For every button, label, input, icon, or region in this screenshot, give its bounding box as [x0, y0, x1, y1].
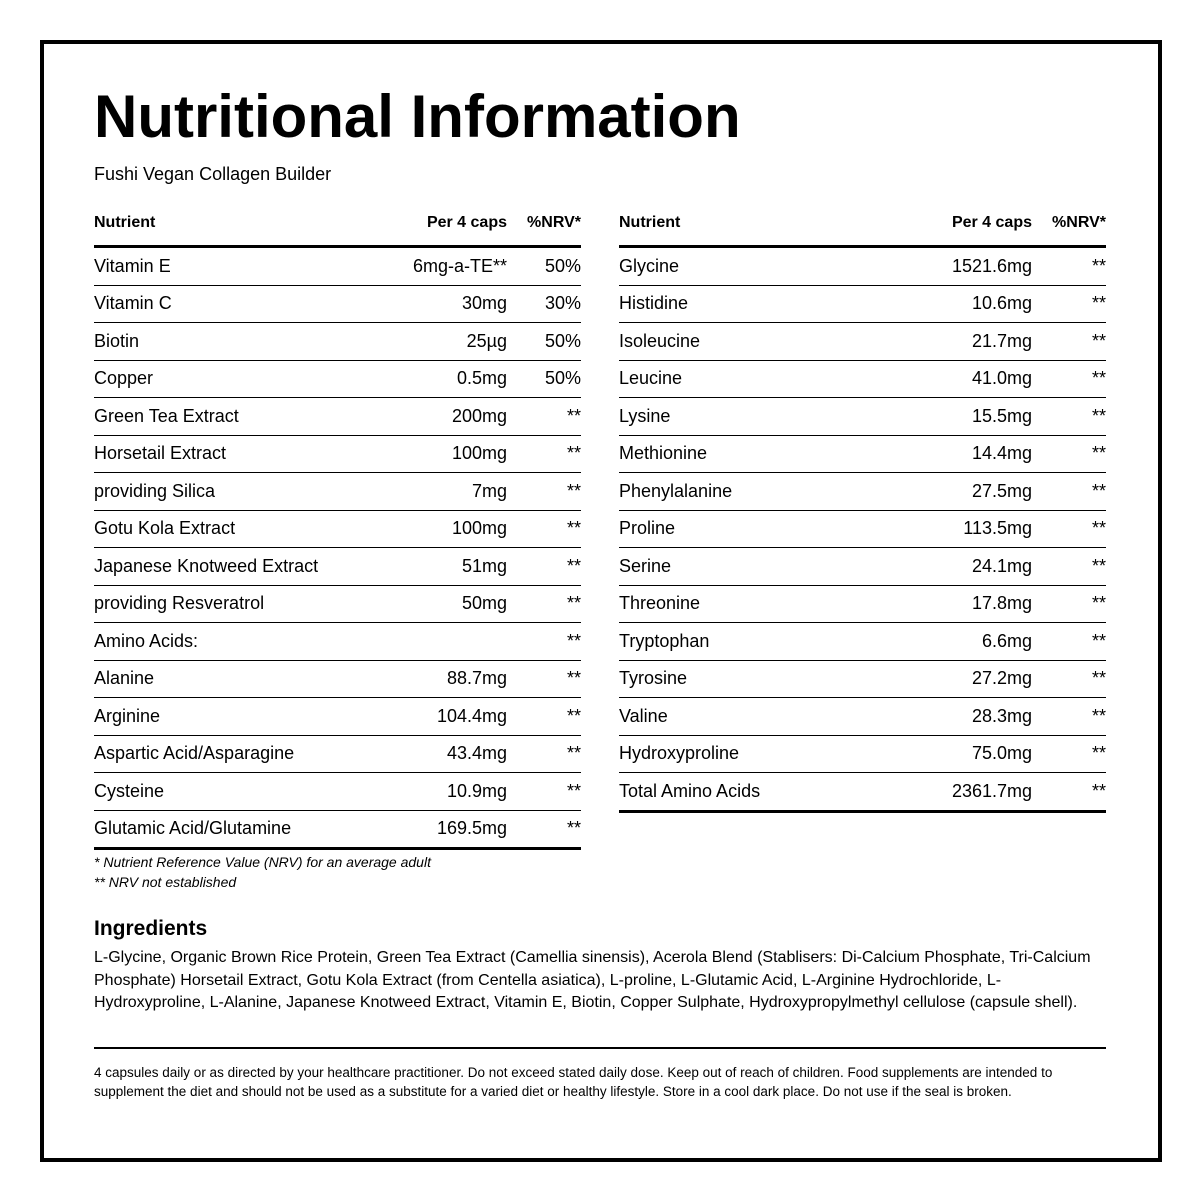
nutrient-nrv: **: [1091, 555, 1106, 576]
nutrient-amount: 100mg: [451, 443, 507, 464]
nutrient-nrv: **: [1091, 405, 1106, 426]
nutrient-amount: 200mg: [451, 405, 507, 426]
nutrient-nrv: **: [566, 705, 581, 726]
nutrient-nrv: **: [1091, 705, 1106, 726]
nutrient-amount: 10.6mg: [971, 293, 1032, 314]
table-row: [94, 286, 581, 324]
nutrient-amount: 169.5mg: [436, 818, 507, 839]
table-row: [619, 661, 1106, 699]
table-row: [94, 323, 581, 361]
nutrient-amount: 113.5mg: [963, 518, 1032, 539]
nutrient-amount: 6mg-a-TE**: [412, 255, 507, 276]
nutrient-name: Valine: [619, 705, 668, 726]
nutrient-nrv: **: [1091, 330, 1106, 351]
nutrient-nrv: **: [1091, 443, 1106, 464]
nutrient-name: Vitamin E: [94, 255, 171, 276]
table-row: [619, 473, 1106, 511]
table-row: [94, 623, 581, 661]
nutrient-name: Arginine: [94, 705, 161, 726]
nutrient-amount: 24.1mg: [971, 555, 1032, 576]
nutrient-amount: 100mg: [451, 518, 507, 539]
nutrient-amount: 27.2mg: [971, 668, 1032, 689]
header-nutrient: Nutrient: [94, 214, 156, 231]
directions-text: 4 capsules daily or as directed by your healthcare practitioner. Do not exceed stated daily dose. Keep out of reach of children. Food supplements are intended to supplement the diet and should not be used as a substitute for a varied diet or healthy lifestyle. Store in a cool dark place. Do not use if the seal is broken.: [94, 1065, 1053, 1099]
ingredients-text: L-Glycine, Organic Brown Rice Protein, Green Tea Extract (Camellia sinensis), Acerola Blend (Stablisers: Di-Calcium Phosphate, Tri-Calcium Phosphate) Horsetail Extract, Gotu Kola Extract (from Centella asiatica), L-proline, L-Glutamic Acid, L-Arginine Hydrochloride, L-Hydroxyproline, L-Alanine, Japanese Knotweed Extract, Vitamin E, Biotin, Copper Sulphate, Hydroxypropylmethyl cellulose (capsule shell).: [94, 949, 1091, 1011]
nutrient-name: providing Resveratrol: [94, 593, 265, 614]
nutrient-nrv: **: [1091, 518, 1106, 539]
nutrient-nrv: **: [1091, 293, 1106, 314]
nutrient-amount: 2361.7mg: [951, 780, 1032, 801]
nutrient-nrv: **: [566, 443, 581, 464]
nutrient-nrv: **: [1091, 593, 1106, 614]
nutrient-amount: 28.3mg: [971, 705, 1032, 726]
table-body: [94, 248, 581, 850]
nutrient-name: Lysine: [619, 405, 671, 426]
nutrient-amount: 25µg: [466, 330, 507, 351]
table-row: [94, 398, 581, 436]
nutrient-amount: 14.4mg: [971, 443, 1032, 464]
nutrient-amount: 51mg: [461, 555, 507, 576]
table-row: [619, 436, 1106, 474]
table-body: [619, 248, 1106, 813]
table-row: [94, 698, 581, 736]
table-row: [94, 473, 581, 511]
nutrient-name: Amino Acids:: [94, 630, 199, 651]
table-row: [94, 248, 581, 286]
nutrient-nrv: **: [1091, 255, 1106, 276]
nutrient-amount: 21.7mg: [971, 330, 1032, 351]
table-row: [619, 623, 1106, 661]
nutrient-nrv: **: [566, 780, 581, 801]
nutrient-nrv: **: [566, 743, 581, 764]
table-row: [619, 511, 1106, 549]
nutrient-amount: 104.4mg: [436, 705, 507, 726]
table-row: [94, 736, 581, 774]
nutrient-name: Threonine: [619, 593, 701, 614]
table-row: [619, 586, 1106, 624]
nutrition-table-left: [94, 212, 581, 850]
nutrient-nrv: **: [566, 480, 581, 501]
nutrient-nrv: **: [1091, 630, 1106, 651]
nutrient-nrv: **: [566, 555, 581, 576]
nutrient-amount: 10.9mg: [446, 780, 507, 801]
nutrient-name: Japanese Knotweed Extract: [94, 555, 319, 576]
nutrient-nrv: 50%: [544, 330, 581, 351]
header-nrv: %NRV*: [1052, 214, 1106, 231]
nutrient-name: Phenylalanine: [619, 480, 733, 501]
table-row: [619, 736, 1106, 774]
nutrient-nrv: **: [566, 593, 581, 614]
table-row: [619, 548, 1106, 586]
table-row: [94, 361, 581, 399]
nutrient-amount: 88.7mg: [446, 668, 507, 689]
nutrient-name: Glycine: [619, 255, 680, 276]
nutrient-nrv: 50%: [544, 255, 581, 276]
ingredients-heading: Ingredients: [94, 917, 208, 940]
nutrient-name: Leucine: [619, 368, 683, 389]
nutrient-amount: 30mg: [461, 293, 507, 314]
table-row: [94, 436, 581, 474]
nutrient-name: Aspartic Acid/Asparagine: [94, 743, 295, 764]
table-header: [619, 212, 1106, 248]
header-nrv: %NRV*: [527, 214, 581, 231]
table-row: [619, 323, 1106, 361]
nutrient-amount: 6.6mg: [981, 630, 1032, 651]
footer-divider: [94, 1047, 1106, 1049]
nutrient-name: providing Silica: [94, 480, 216, 501]
header-nutrient: Nutrient: [619, 214, 681, 231]
nutrient-name: Vitamin C: [94, 293, 172, 314]
table-row: [94, 661, 581, 699]
nutrient-name: Histidine: [619, 293, 689, 314]
page-title: Nutritional Information: [94, 83, 741, 150]
nutrient-name: Glutamic Acid/Glutamine: [94, 818, 292, 839]
nutrient-name: Methionine: [619, 443, 708, 464]
table-row: [94, 548, 581, 586]
nutrient-name: Isoleucine: [619, 330, 701, 351]
nutrient-amount: 15.5mg: [971, 405, 1032, 426]
nutrient-name: Alanine: [94, 668, 155, 689]
nutrient-name: Tyrosine: [619, 668, 688, 689]
table-footnotes: [94, 852, 431, 892]
nutrient-name: Gotu Kola Extract: [94, 518, 236, 539]
nutrient-amount: 0.5mg: [456, 368, 507, 389]
nutrient-name: Proline: [619, 518, 676, 539]
nutrient-name: Biotin: [94, 330, 140, 351]
nutrient-name: Horsetail Extract: [94, 443, 227, 464]
table-row: [619, 286, 1106, 324]
nutrient-amount: 7mg: [471, 480, 507, 501]
nutrition-label: [94, 83, 1106, 1099]
nutrient-name: Serine: [619, 555, 672, 576]
table-row: [619, 361, 1106, 399]
product-name: Fushi Vegan Collagen Builder: [94, 164, 332, 184]
header-amount: Per 4 caps: [426, 214, 507, 231]
nutrient-nrv: **: [1091, 480, 1106, 501]
nutrient-amount: 27.5mg: [971, 480, 1032, 501]
nutrient-nrv: **: [566, 818, 581, 839]
nutrient-amount: 75.0mg: [971, 743, 1032, 764]
footnote-not-established: ** NRV not established: [94, 874, 237, 890]
nutrient-name: Hydroxyproline: [619, 743, 740, 764]
nutrient-nrv: **: [1091, 743, 1106, 764]
footnote-nrv: * Nutrient Reference Value (NRV) for an average adult: [94, 854, 431, 870]
table-row: [94, 773, 581, 811]
table-row: [619, 773, 1106, 813]
nutrient-amount: 1521.6mg: [951, 255, 1032, 276]
table-row: [94, 811, 581, 851]
nutrient-nrv: **: [1091, 368, 1106, 389]
nutrient-name: Cysteine: [94, 780, 165, 801]
table-row: [619, 698, 1106, 736]
nutrient-amount: 41.0mg: [971, 368, 1032, 389]
nutrient-name: Green Tea Extract: [94, 405, 239, 426]
nutrient-nrv: **: [566, 518, 581, 539]
nutrient-nrv: 30%: [544, 293, 581, 314]
nutrition-table-right: [619, 212, 1106, 813]
table-row: [94, 586, 581, 624]
nutrient-nrv: **: [566, 630, 581, 651]
table-header: [94, 212, 581, 248]
nutrient-nrv: **: [566, 405, 581, 426]
table-row: [94, 511, 581, 549]
nutrient-amount: 50mg: [461, 593, 507, 614]
header-amount: Per 4 caps: [951, 214, 1032, 231]
nutrient-name: Total Amino Acids: [619, 780, 761, 801]
nutrient-nrv: **: [1091, 780, 1106, 801]
nutrient-nrv: **: [566, 668, 581, 689]
nutrient-nrv: **: [1091, 668, 1106, 689]
nutrient-name: Copper: [94, 368, 154, 389]
nutrient-nrv: 50%: [544, 368, 581, 389]
nutrient-amount: 17.8mg: [971, 593, 1032, 614]
nutrient-amount: 43.4mg: [446, 743, 507, 764]
table-row: [619, 248, 1106, 286]
table-row: [619, 398, 1106, 436]
nutrient-name: Tryptophan: [619, 630, 710, 651]
